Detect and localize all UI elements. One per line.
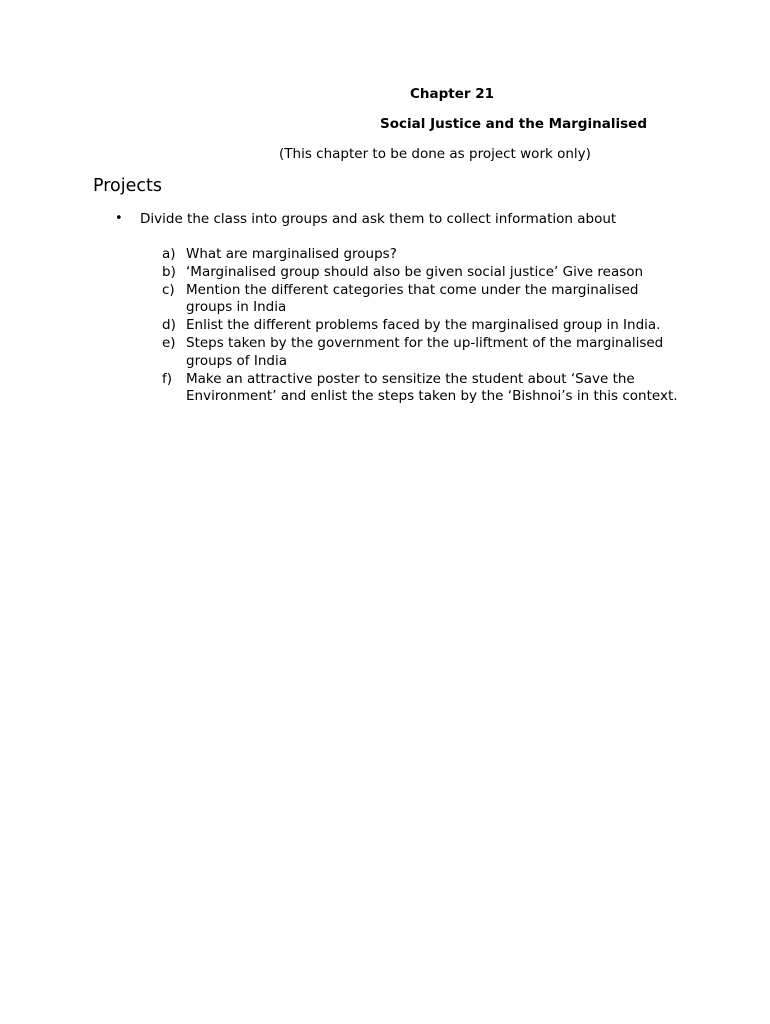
- list-item-marker: c): [162, 281, 175, 298]
- projects-heading: Projects: [93, 176, 162, 196]
- chapter-title: Social Justice and the Marginalised: [380, 116, 648, 132]
- list-item-marker: f): [162, 370, 173, 387]
- list-item-marker: d): [162, 317, 176, 334]
- list-item: [162, 371, 682, 407]
- list-item-text: Steps taken by the government for the up-liftment of the marginalised groups of India: [186, 334, 664, 369]
- chapter-number: Chapter 21: [410, 86, 495, 102]
- list-item-text: What are marginalised groups?: [186, 246, 397, 262]
- list-item-text: Enlist the different problems faced by the marginalised group in India.: [186, 317, 661, 334]
- bullet-text: Divide the class into groups and ask them to collect information about: [140, 211, 617, 227]
- list-item-text: Make an attractive poster to sensitize the student about ‘Save the Environment’ and enlist the steps taken by the ‘Bishnoi’s in this context.: [186, 370, 678, 405]
- list-item: [162, 317, 682, 335]
- list-item-marker: e): [162, 334, 176, 351]
- bullet-icon: •: [115, 211, 123, 226]
- list-item-marker: b): [162, 263, 176, 280]
- list-item: [162, 335, 682, 371]
- list-item-text: Mention the different categories that come under the marginalised groups in India: [186, 281, 639, 316]
- project-sub-list: [162, 246, 682, 406]
- chapter-note: (This chapter to be done as project work only): [279, 146, 591, 162]
- list-item: [162, 264, 682, 282]
- list-item: [162, 246, 682, 264]
- list-item: [162, 282, 682, 318]
- list-item-text: ‘Marginalised group should also be given social justice’ Give reason: [186, 263, 644, 280]
- list-item-marker: a): [162, 246, 176, 262]
